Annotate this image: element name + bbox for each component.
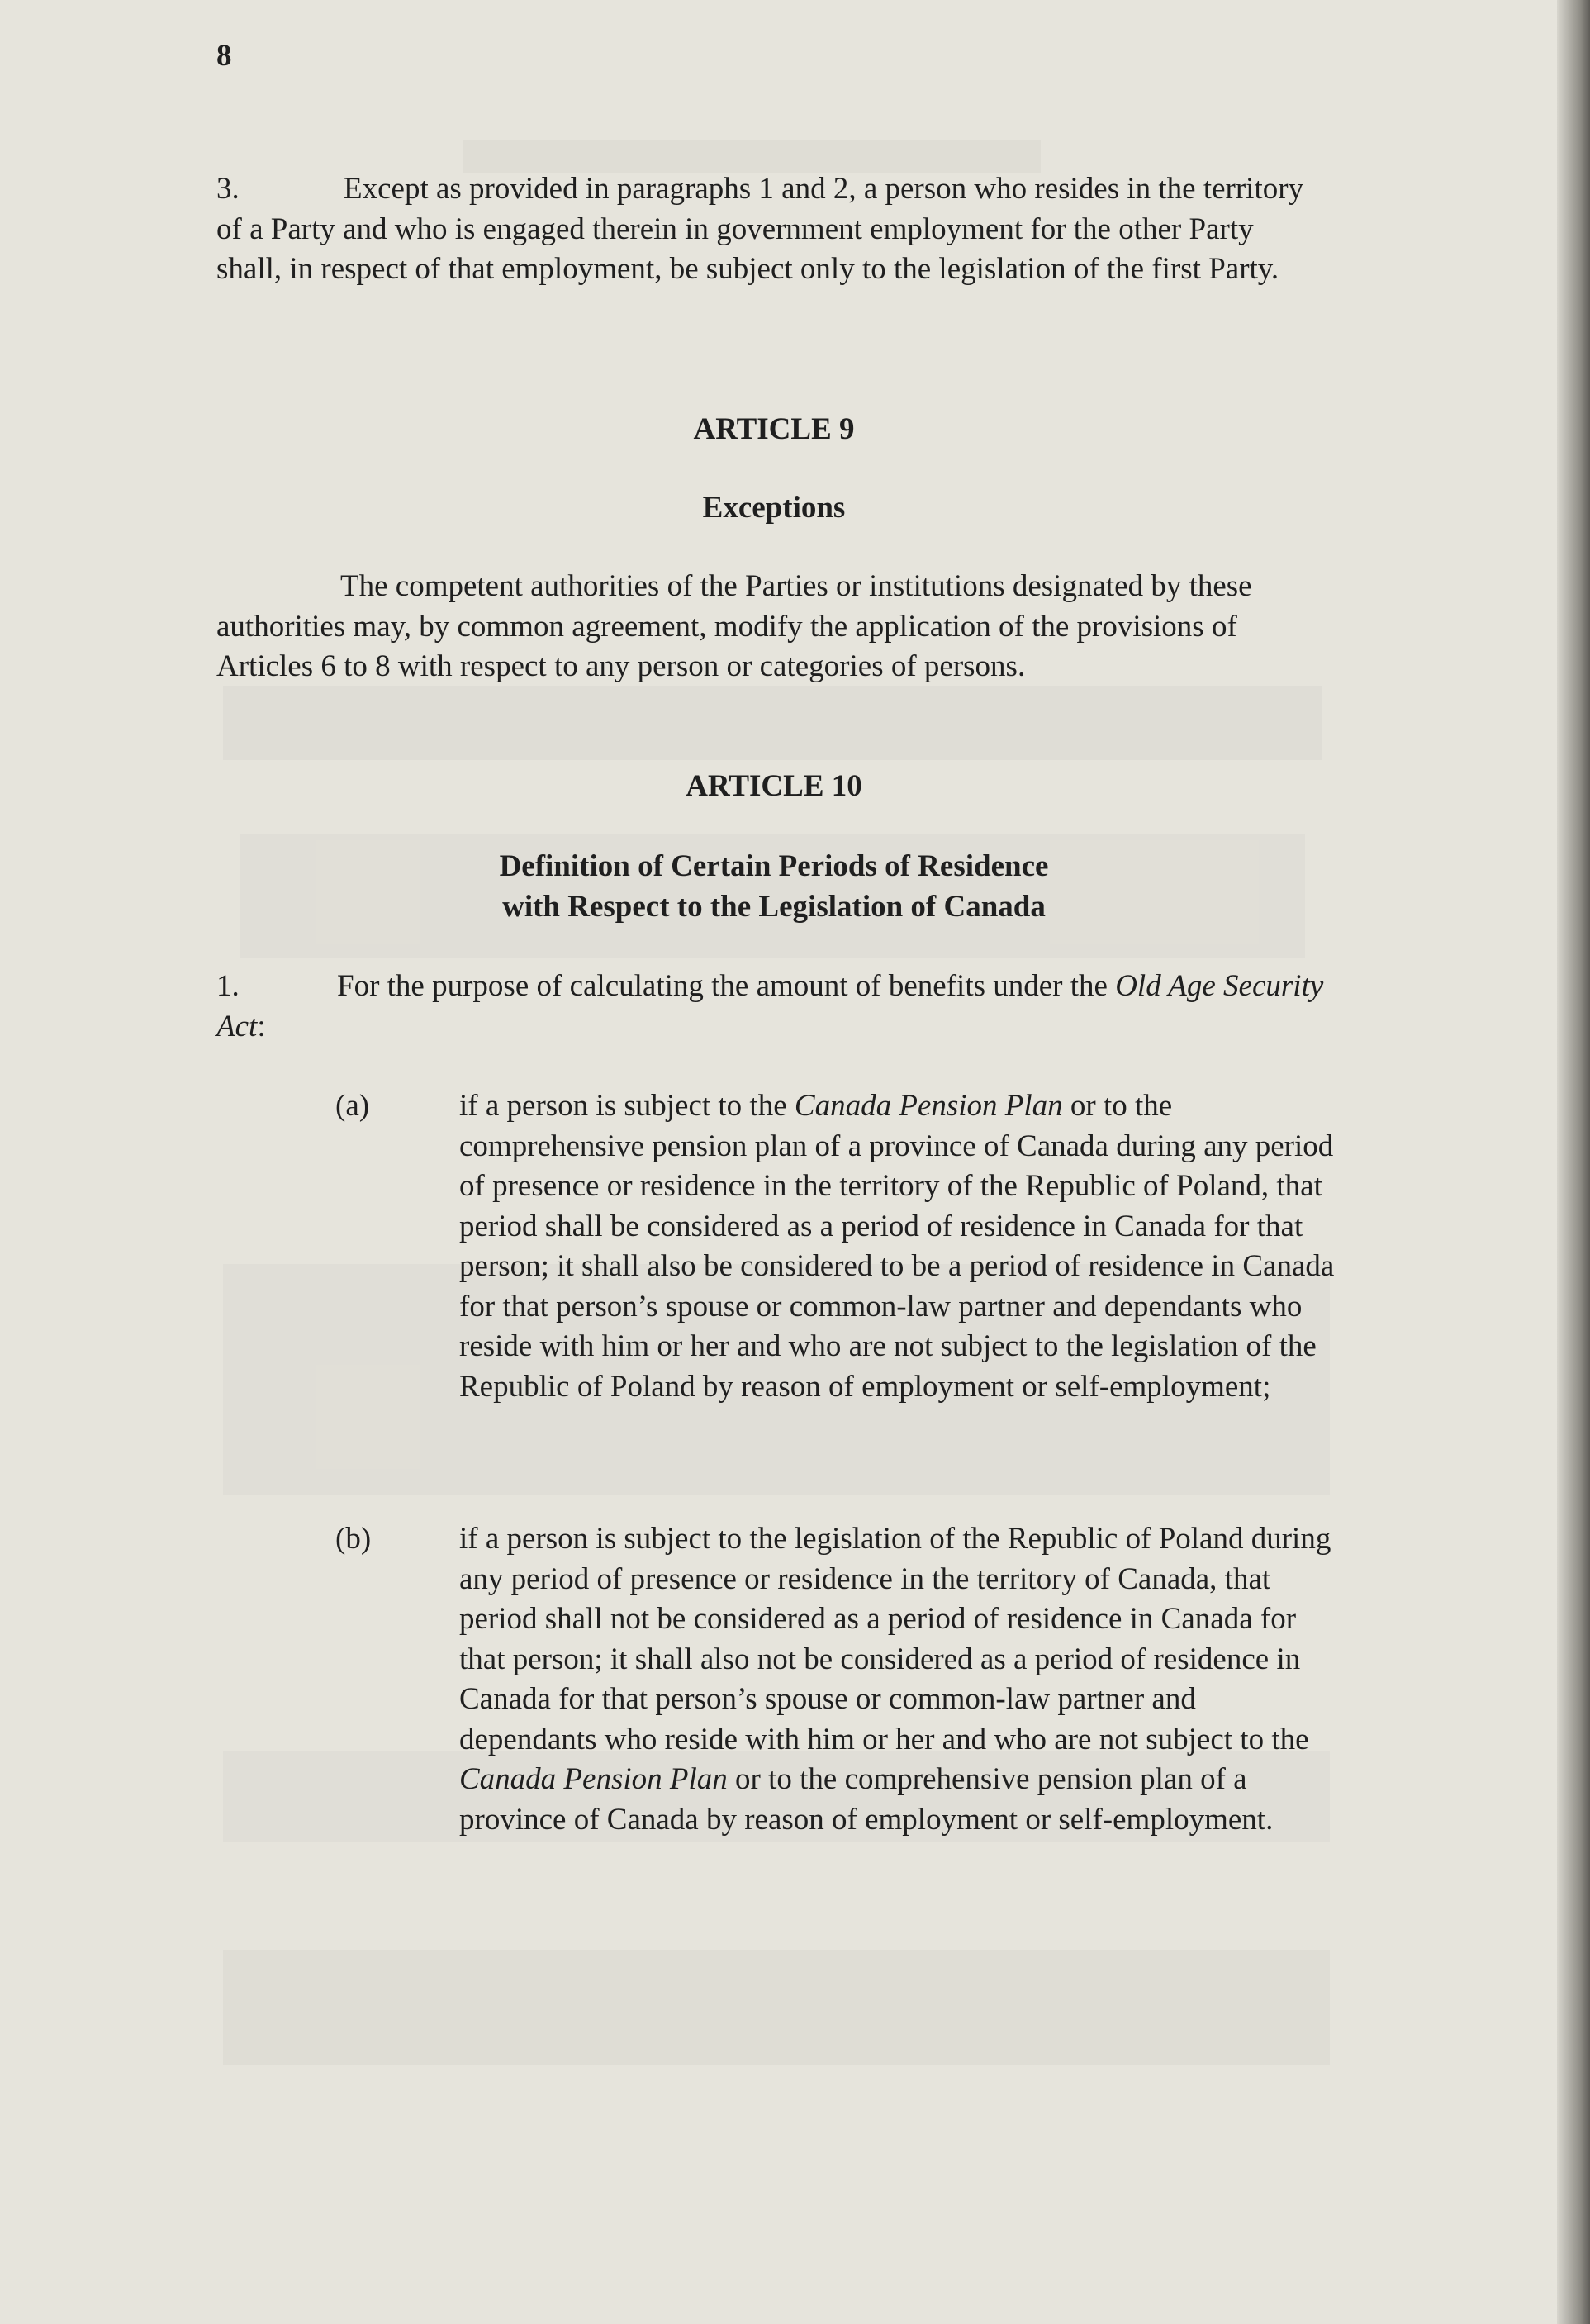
reverse-side-bleed (223, 686, 1322, 760)
paragraph-text-end: : (257, 1009, 266, 1043)
reverse-side-bleed (463, 140, 1041, 173)
article-9-heading: ARTICLE 9 (693, 412, 855, 446)
paragraph-number: 3. (216, 172, 240, 206)
subparagraph-text-part: if a person is subject to the (459, 1089, 795, 1123)
page-edge-shadow (1557, 0, 1590, 2324)
subparagraph-text (459, 1519, 1335, 1840)
article-10-heading: ARTICLE 10 (686, 769, 862, 803)
paragraph-number: 1. (216, 969, 240, 1003)
paragraph-text: Except as provided in paragraphs 1 and 2, a person who resides in the territory of a Party and who is engaged therein in government employment for the other Party shall, in respect of that employment, be subject only to the legislation of the first Party. (216, 172, 1304, 286)
article-9-text (216, 567, 1331, 687)
paragraph-text: The competent authorities of the Parties or institutions designated by these authorities may, by common agreement, modify the application of the provisions of Articles 6 to 8 with respect to any person or categories of persons. (216, 569, 1252, 683)
subparagraph-text-part: or to the comprehensive pension plan of a province of Canada during any period of presence or residence in the territory of the Republic of Poland, that period shall be considered as a period of residence in Canada for that person; it shall also be considered to be a period of residence in Canada for that person’s spouse or common-law partner and dependants who reside with him or her and who are not subject to the legislation of the Republic of Poland by reason of employment or self-employment; (459, 1089, 1335, 1404)
subparagraph-text-part: if a person is subject to the legislation of the Republic of Poland during any period of presence or residence in the territory of Canada, that period shall not be considered as a period of residence in Canada for that person; it shall also not be considered as a period of residence in Canada for that person’s spouse or common-law partner and dependants who reside with him or her and who are not subject to the (459, 1522, 1331, 1756)
article-10-title-line-1: Definition of Certain Periods of Residence (499, 849, 1049, 883)
paragraph-text: For the purpose of calculating the amount of benefits under the (337, 969, 1116, 1003)
act-name: Old Age Security Act (216, 969, 1324, 1043)
plan-name: Canada Pension Plan (794, 1089, 1063, 1123)
reverse-side-bleed (223, 1950, 1330, 2065)
article-10-paragraph-1 (216, 967, 1327, 1047)
plan-name: Canada Pension Plan (459, 1762, 728, 1796)
paragraph-3 (216, 169, 1315, 290)
subparagraph-label: (b) (335, 1522, 372, 1556)
subparagraph-text-part: or to the comprehensive pension plan of a province of Canada by reason of employment or self-employment. (459, 1762, 1274, 1837)
subparagraph-label: (a) (335, 1089, 370, 1123)
subparagraph-text (459, 1086, 1335, 1407)
article-10-title-line-2: with Respect to the Legislation of Canada (502, 890, 1046, 924)
page-number: 8 (216, 39, 232, 73)
article-9-title: Exceptions (702, 491, 846, 525)
